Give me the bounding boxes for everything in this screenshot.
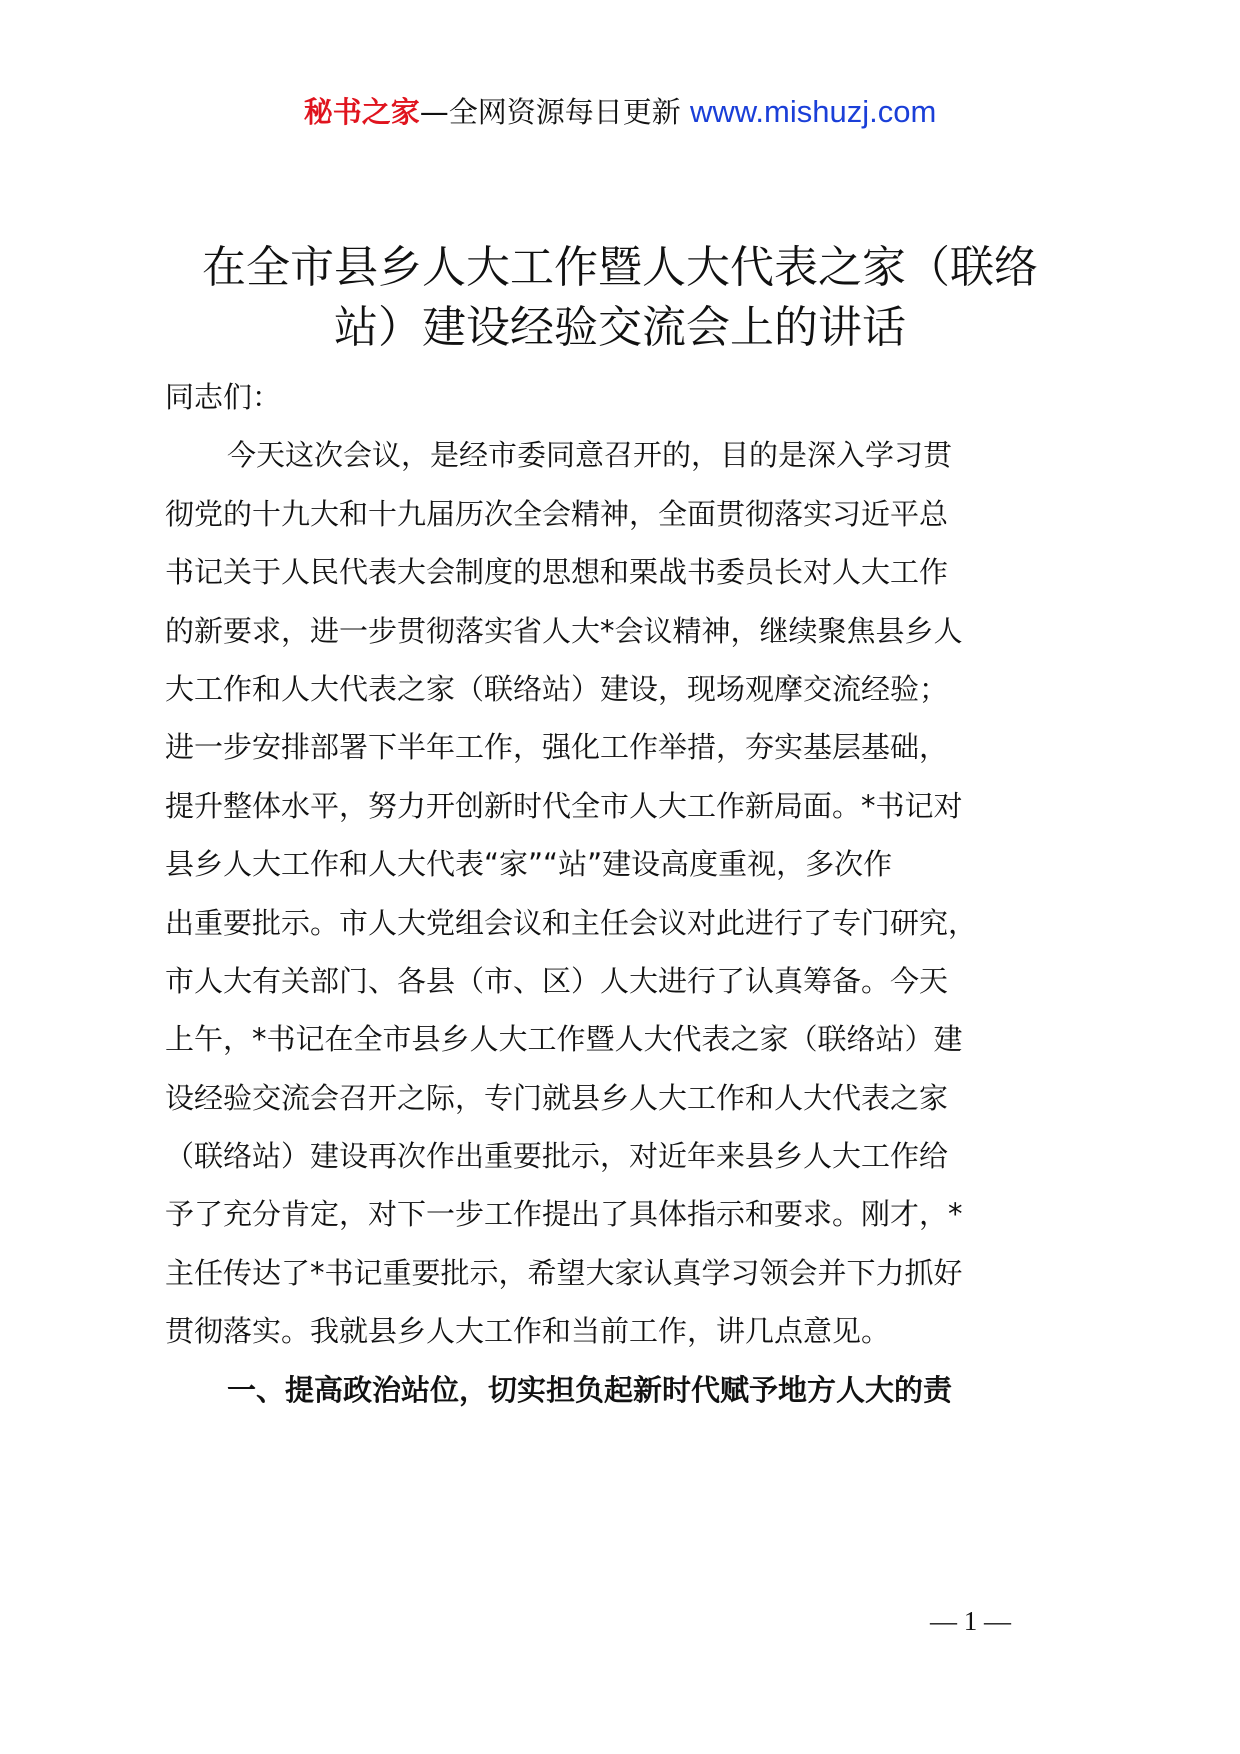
website-url[interactable]: www.mishuzj.com <box>689 94 937 129</box>
section-heading: 一、提高政治站位，切实担负起新时代赋予地方人大的责 <box>227 1372 953 1407</box>
brand-name: 秘书之家 <box>303 95 420 129</box>
paragraph-line: 贯彻落实。我就县乡人大工作和当前工作，讲几点意见。 <box>165 1314 891 1349</box>
paragraph-line: 设经验交流会召开之际，专门就县乡人大工作和人大代表之家 <box>165 1080 949 1115</box>
salutation: 同志们： <box>165 380 282 414</box>
paragraph-line: 进一步安排部署下半年工作，强化工作举措，夯实基层基础， <box>165 730 949 765</box>
paragraph-line: 书记关于人民代表大会制度的思想和栗战书委员长对人大工作 <box>165 555 949 590</box>
paragraph-line: 提升整体水平，努力开创新时代全市人大工作新局面。*书记对 <box>165 788 963 823</box>
paragraph-line: 今天这次会议，是经市委同意召开的，目的是深入学习贯 <box>227 438 953 473</box>
document-body <box>165 368 1100 1419</box>
site-header <box>0 92 1240 132</box>
paragraph-line: 主任传达了*书记重要批示，希望大家认真学习领会并下力抓好 <box>165 1255 963 1290</box>
paragraph-line: 彻党的十九大和十九届历次全会精神，全面贯彻落实习近平总 <box>165 496 949 531</box>
document-title <box>150 238 1090 358</box>
paragraph-line: 予了充分肯定，对下一步工作提出了具体指示和要求。刚才，* <box>165 1197 963 1232</box>
paragraph-line: 大工作和人大代表之家（联络站）建设，现场观摩交流经验； <box>165 671 949 706</box>
title-line: 站）建设经验交流会上的讲话 <box>334 302 906 353</box>
paragraph-line: 上午，*书记在全市县乡人大工作暨人大代表之家（联络站）建 <box>165 1022 963 1057</box>
paragraph-line: 的新要求，进一步贯彻落实省人大*会议精神，继续聚焦县乡人 <box>165 613 963 648</box>
paragraph-line: 出重要批示。市人大党组会议和主任会议对此进行了专门研究， <box>165 905 978 940</box>
paragraph-line: 市人大有关部门、各县（市、区）人大进行了认真筹备。今天 <box>165 963 949 998</box>
title-line: 在全市县乡人大工作暨人大代表之家（联络 <box>202 242 1038 293</box>
header-slogan: —全网资源每日更新 <box>419 95 681 129</box>
paragraph-line: （联络站）建设再次作出重要批示，对近年来县乡人大工作给 <box>165 1139 949 1174</box>
page-number: — 1 — <box>930 1606 1011 1636</box>
paragraph-line: 县乡人大工作和人大代表“家”“站”建设高度重视，多次作 <box>165 847 893 882</box>
